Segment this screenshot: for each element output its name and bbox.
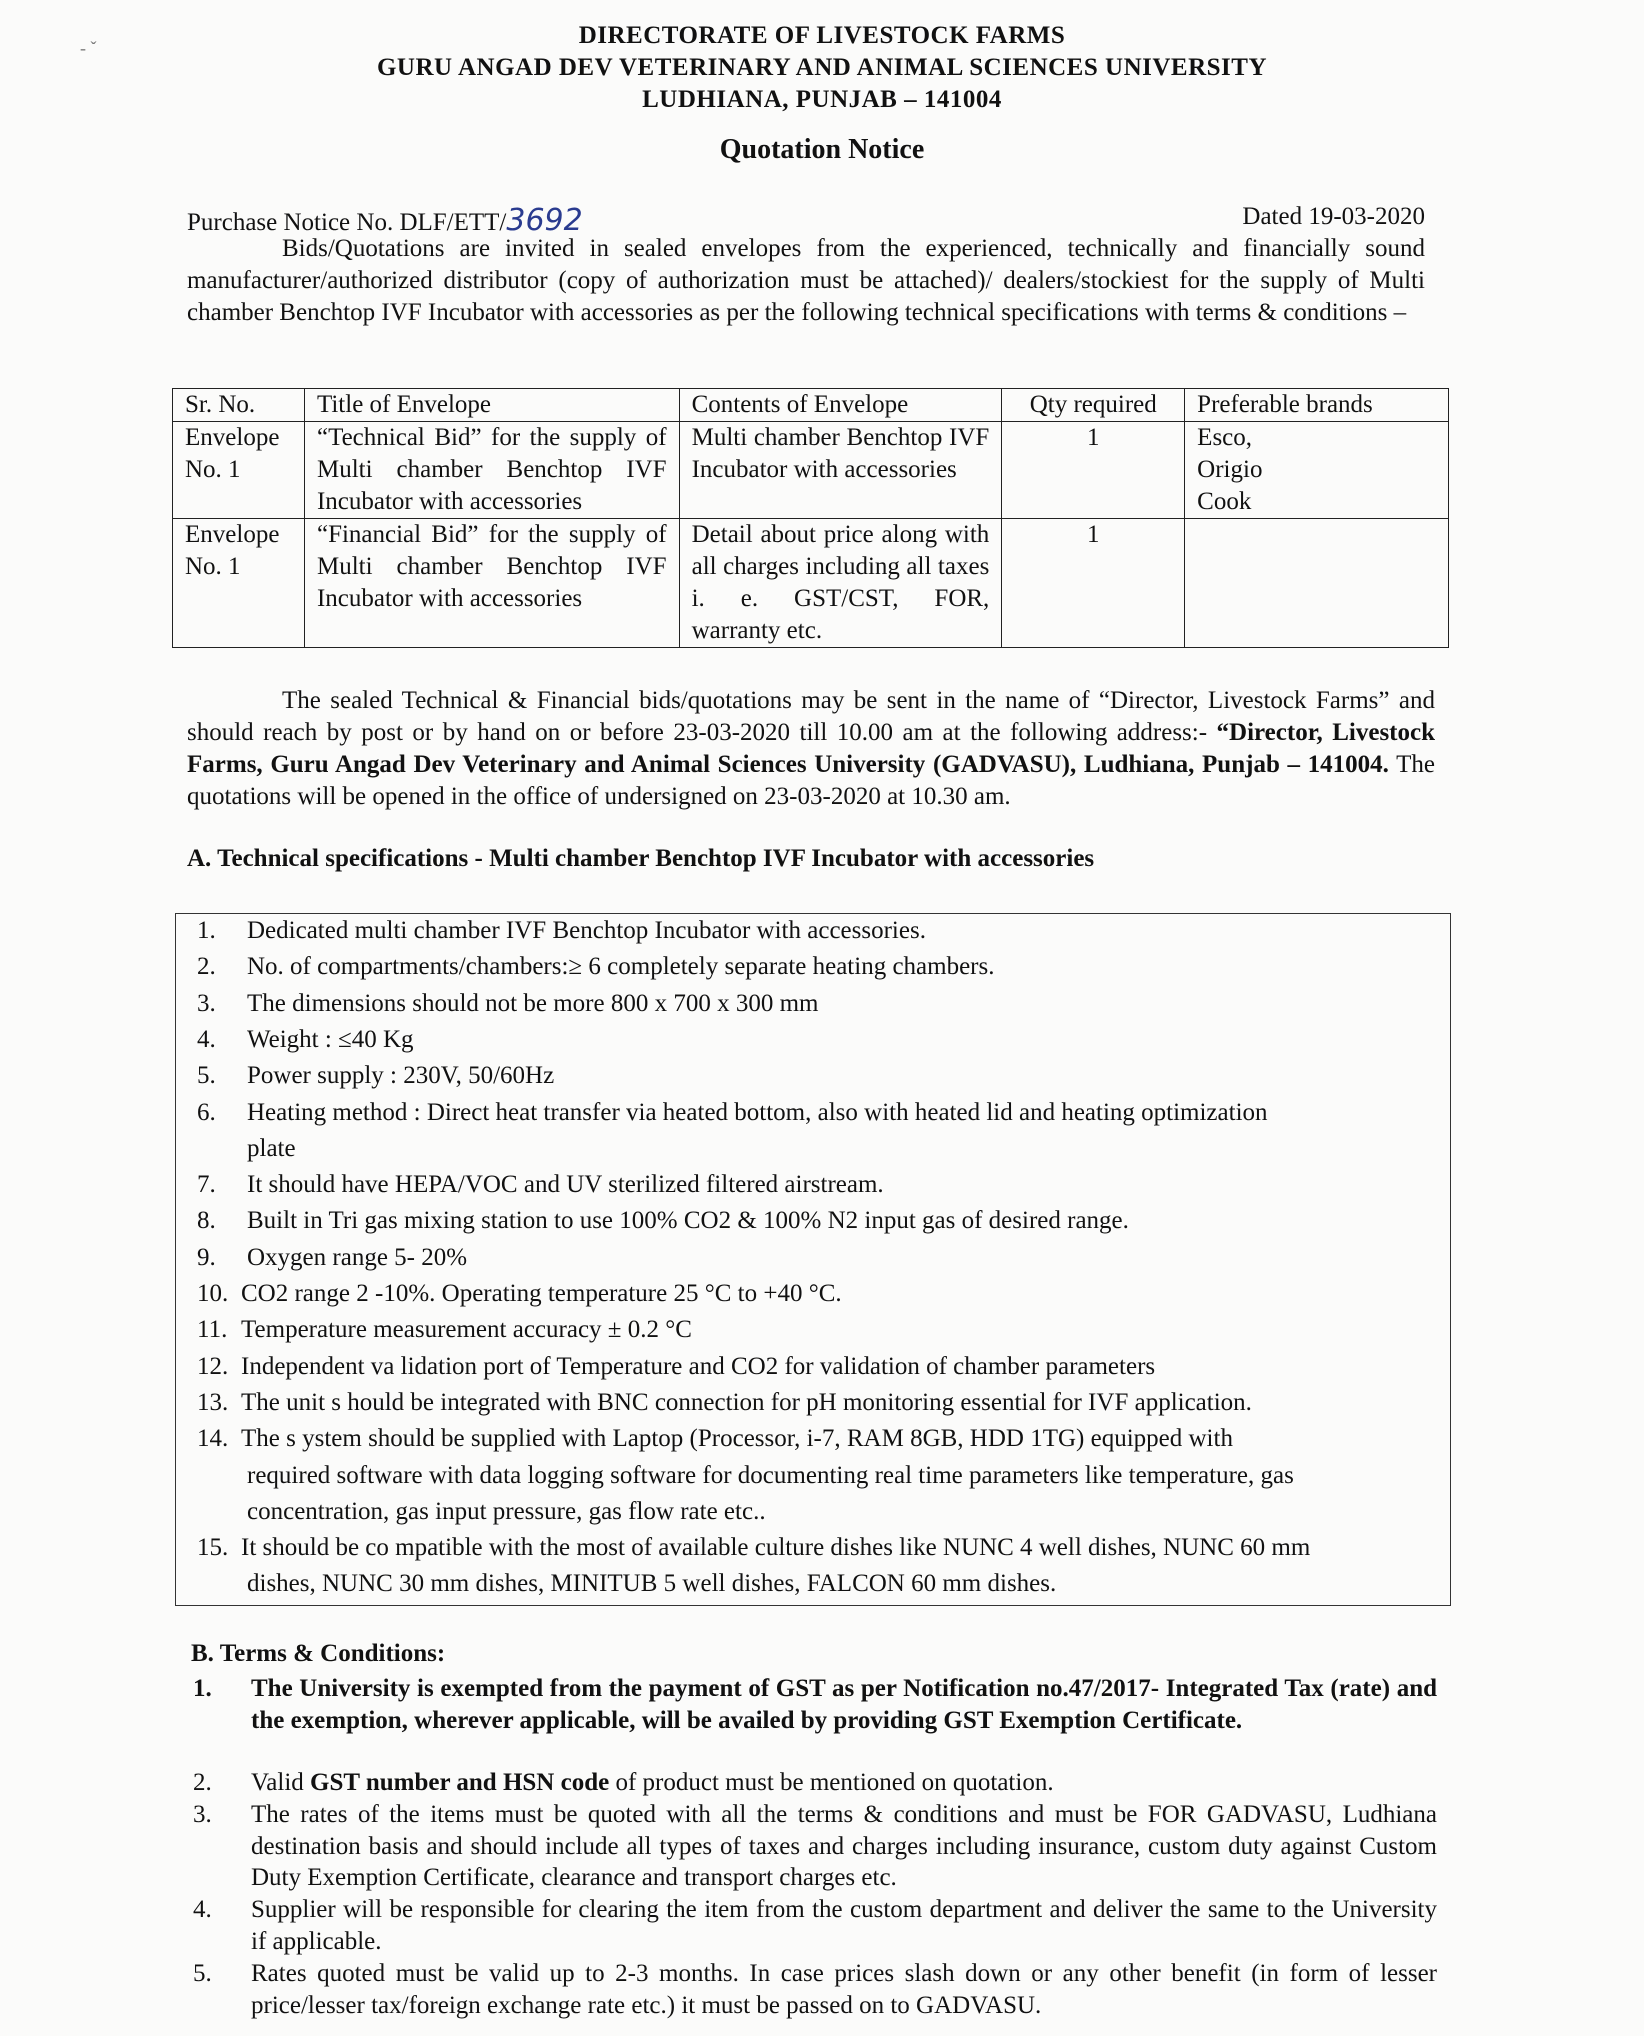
spec-number: 12. bbox=[197, 1352, 229, 1380]
spec-text: required software with data logging software for documenting real time parameters like temperature, gas bbox=[247, 1461, 1294, 1489]
header-line-3: LUDHIANA, PUNJAB – 141004 bbox=[642, 86, 1002, 113]
terms-heading: B. Terms & Conditions: bbox=[191, 1640, 446, 1667]
spec-number: 6. bbox=[197, 1098, 216, 1126]
spec-number: 4. bbox=[197, 1025, 216, 1053]
spec-number: 15. bbox=[197, 1534, 229, 1562]
cell-contents: Multi chamber Benchtop IVF Incubator with accessories bbox=[679, 422, 1002, 519]
notice-date: Dated 19-03-2020 bbox=[1242, 203, 1425, 230]
spec-number: 3. bbox=[197, 989, 216, 1017]
brand-item: Origio bbox=[1197, 456, 1263, 483]
term-number: 1. bbox=[193, 1675, 212, 1702]
spec-text: The s ystem should be supplied with Laptop (Processor, i-7, RAM 8GB, HDD 1TG) equipped with bbox=[241, 1425, 1233, 1453]
handwritten-number: 3692 bbox=[506, 203, 583, 238]
cell-brands bbox=[1185, 519, 1449, 648]
scan-mark: - ˇ bbox=[80, 38, 97, 58]
spec-text: concentration, gas input pressure, gas flow rate etc.. bbox=[247, 1497, 766, 1525]
cell-qty: 1 bbox=[1002, 422, 1185, 519]
spec-text: Built in Tri gas mixing station to use 100% CO2 & 100% N2 input gas of desired range. bbox=[247, 1207, 1129, 1235]
brand-item: Cook bbox=[1197, 488, 1252, 515]
submission-address: “Director, Livestock Farms, Guru Angad Dev Veterinary and Animal Sciences University (GADVASU), Ludhiana, Punjab – 141004. bbox=[187, 719, 1435, 778]
spec-number: 1. bbox=[197, 917, 216, 944]
spec-number: 5. bbox=[197, 1062, 216, 1090]
cell-sr: Envelope No. 1 bbox=[173, 422, 305, 519]
term-text-part: Valid bbox=[251, 1769, 311, 1796]
spec-text: Power supply : 230V, 50/60Hz bbox=[247, 1062, 555, 1090]
spec-heading: A. Technical specifications - Multi chamber Benchtop IVF Incubator with accessories bbox=[187, 845, 1095, 872]
cell-title: “Financial Bid” for the supply of Multi chamber Benchtop IVF Incubator with accessories bbox=[304, 519, 679, 648]
term-text: The University is exempted from the payment of GST as per Notification no.47/2017- Integrated Tax (rate) and the exemption, wherever applicable, will be availed by providing GST Exemption Certificate. bbox=[251, 1675, 1437, 1734]
spec-text: The dimensions should not be more 800 x 700 x 300 mm bbox=[247, 989, 819, 1017]
spec-text: The unit s hould be integrated with BNC connection for pH monitoring essential for IVF application. bbox=[241, 1388, 1252, 1416]
cell-sr: Envelope No. 1 bbox=[173, 519, 305, 648]
brand-item: Esco, bbox=[1197, 424, 1253, 451]
term-text-part: of product must be mentioned on quotation. bbox=[609, 1769, 1054, 1796]
term-number: 4. bbox=[193, 1896, 212, 1923]
spec-text: Independent va lidation port of Temperature and CO2 for validation of chamber parameters bbox=[241, 1352, 1156, 1380]
submission-text-end: The quotations will be opened in the office of undersigned on 23-03-2020 at 10.30 am. bbox=[187, 751, 1435, 810]
spec-number: 13. bbox=[197, 1388, 229, 1416]
table-row bbox=[173, 422, 1449, 519]
term-text: Rates quoted must be valid up to 2-3 months. In case prices slash down or any other benefit (in form of lesser price/lesser tax/foreign exchange rate etc.) it must be passed on to GADVASU. bbox=[251, 1960, 1437, 2019]
spec-text: plate bbox=[247, 1134, 296, 1162]
spec-text: It should have HEPA/VOC and UV sterilized filtered airstream. bbox=[247, 1171, 884, 1199]
term-text-bold: GST number and HSN code bbox=[310, 1769, 610, 1796]
table-header-row bbox=[173, 389, 1449, 422]
header-line-1: DIRECTORATE OF LIVESTOCK FARMS bbox=[578, 22, 1066, 49]
intro-text: Bids/Quotations are invited in sealed envelopes from the experienced, technically and financially sound manufacturer/authorized distributor (copy of authorization must be attached)/ dealers/stockiest for the supply of Multi chamber Benchtop IVF Incubator with accessories as per the following technical specifications with terms & conditions – bbox=[187, 235, 1425, 326]
cell-brands bbox=[1185, 422, 1449, 519]
spec-number: 7. bbox=[197, 1171, 216, 1199]
cell-title: “Technical Bid” for the supply of Multi chamber Benchtop IVF Incubator with accessories bbox=[304, 422, 679, 519]
col-header-title: Title of Envelope bbox=[304, 389, 679, 422]
term-text bbox=[251, 1767, 1437, 1799]
term-text: Supplier will be responsible for clearing the item from the custom department and deliver the same to the University if applicable. bbox=[251, 1896, 1437, 1955]
intro-paragraph bbox=[187, 233, 1425, 329]
spec-text: Oxygen range 5- 20% bbox=[247, 1243, 468, 1271]
page-title: Quotation Notice bbox=[719, 134, 925, 165]
spec-text: Temperature measurement accuracy ± 0.2 °C bbox=[241, 1316, 692, 1344]
envelope-table bbox=[172, 388, 1449, 648]
spec-number: 8. bbox=[197, 1207, 216, 1235]
cell-contents: Detail about price along with all charges including all taxes i. e. GST/CST, FOR, warranty etc. bbox=[679, 519, 1002, 648]
spec-number: 10. bbox=[197, 1280, 229, 1307]
term-number: 3. bbox=[193, 1801, 212, 1828]
col-header-brands: Preferable brands bbox=[1185, 389, 1449, 422]
purchase-notice-label: Purchase Notice No. DLF/ETT/ bbox=[187, 209, 507, 236]
col-header-qty: Qty required bbox=[1002, 389, 1185, 422]
term-number: 2. bbox=[193, 1769, 212, 1796]
spec-text: No. of compartments/chambers:≥ 6 completely separate heating chambers. bbox=[247, 953, 995, 981]
col-header-sr: Sr. No. bbox=[173, 389, 305, 422]
spec-number: 9. bbox=[197, 1243, 216, 1271]
col-header-contents: Contents of Envelope bbox=[679, 389, 1002, 422]
cell-qty: 1 bbox=[1002, 519, 1185, 648]
table-row bbox=[173, 519, 1449, 648]
spec-text: Dedicated multi chamber IVF Benchtop Incubator with accessories. bbox=[247, 917, 926, 944]
submission-text-start: The sealed Technical & Financial bids/quotations may be sent in the name of “Director, Livestock Farms” and should reach by post or by hand on or before 23-03-2020 till 10.00 am at the following address:- bbox=[187, 687, 1435, 746]
term-number: 5. bbox=[193, 1960, 212, 1987]
spec-text: CO2 range 2 -10%. Operating temperature 25 °C to +40 °C. bbox=[241, 1280, 842, 1307]
term-text: The rates of the items must be quoted with all the terms & conditions and must be FOR GADVASU, Ludhiana destination basis and should include all types of taxes and charges including insurance, custom duty against Custom Duty Exemption Certificate, clearance and transport charges etc. bbox=[251, 1801, 1437, 1891]
spec-number: 2. bbox=[197, 953, 216, 981]
spec-text: dishes, NUNC 30 mm dishes, MINITUB 5 well dishes, FALCON 60 mm dishes. bbox=[247, 1570, 1057, 1598]
spec-text: Weight : ≤40 Kg bbox=[247, 1025, 414, 1053]
spec-number: 14. bbox=[197, 1425, 229, 1453]
header-line-2: GURU ANGAD DEV VETERINARY AND ANIMAL SCIENCES UNIVERSITY bbox=[376, 54, 1267, 81]
submission-paragraph bbox=[187, 685, 1435, 813]
spec-text: It should be co mpatible with the most of available culture dishes like NUNC 4 well dishes, NUNC 60 mm bbox=[241, 1534, 1311, 1562]
spec-text: Heating method : Direct heat transfer via heated bottom, also with heated lid and heating optimization bbox=[247, 1098, 1268, 1126]
spec-number: 11. bbox=[197, 1316, 228, 1344]
